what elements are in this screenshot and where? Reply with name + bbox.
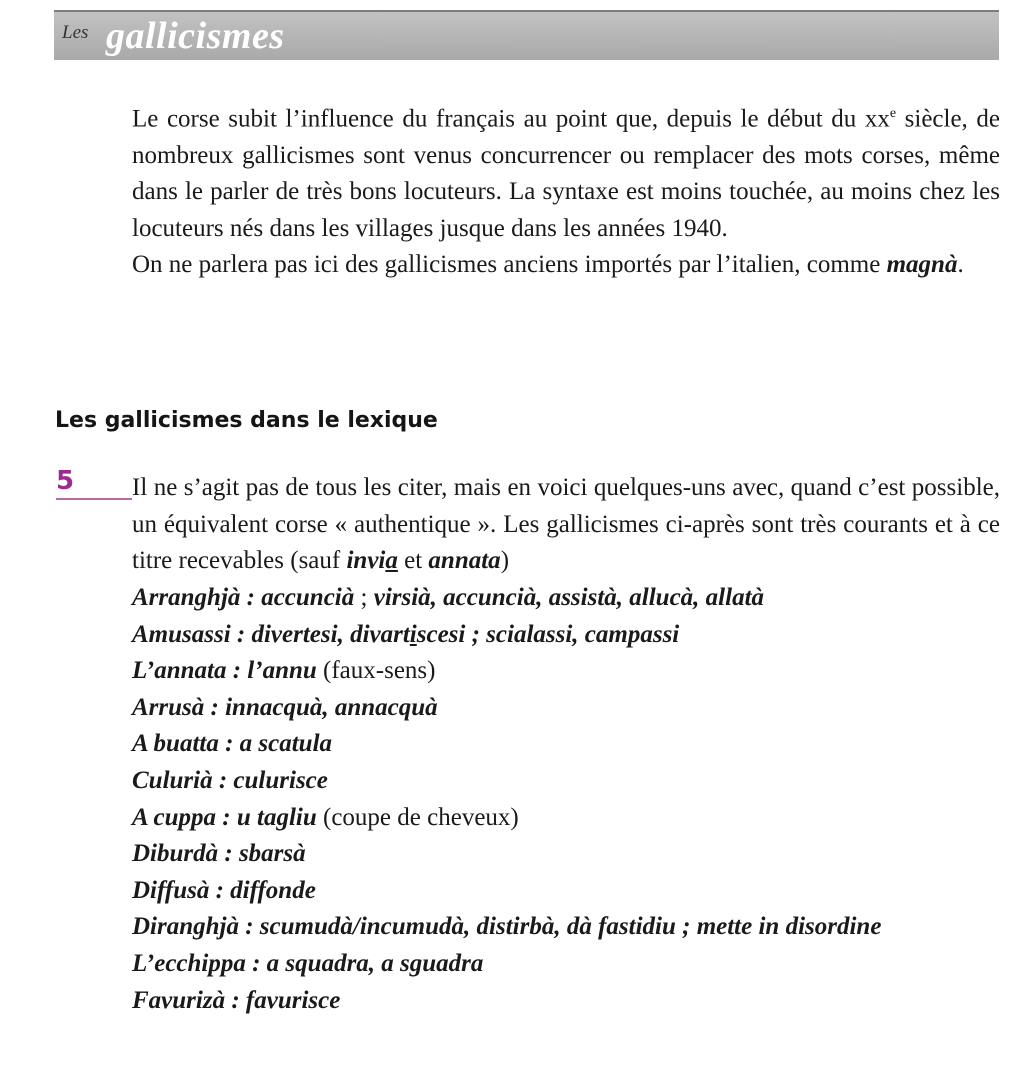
gallicism-list	[132, 580, 1000, 1019]
intro-paragraph-1: Le corse subit l’influence du français au point que, depuis le début du $xx^e$ siècle, de nombreux gallicismes sont venus concurrencer ou remplacer des mots corses, même dans le parler de très bons locuteurs. La syntaxe est moins touchée, au moins chez les locuteurs nés dans les villages jusque dans les années 1940.	[132, 105, 1000, 242]
section-number	[56, 466, 134, 502]
list-item: Diburdà : sbarsà	[132, 840, 306, 868]
intro-text	[132, 96, 1000, 284]
list-item: Arranghjà : accuncià ; virsià, accuncià, assistà, allucà, allatà	[132, 584, 765, 611]
section-heading: Les gallicismes dans le lexique	[55, 408, 438, 433]
list-item: Culurià : culurisce	[132, 766, 328, 794]
list-item: Diffusà : diffonde	[132, 876, 316, 904]
list-item: L’ecchippa : a squadra, a sguadra	[132, 949, 484, 977]
title-prefix: Les	[62, 22, 89, 43]
section-number-rule	[56, 498, 132, 500]
list-item: L’annata : l’annu (faux-sens)	[132, 657, 436, 685]
list-item: Amusassi : divertesi, divartiscesi ; scialassi, campassi	[132, 620, 680, 648]
century-superscript: e	[889, 106, 897, 121]
section-title-bar	[54, 10, 999, 60]
intro-paragraph-2: On ne parlera pas ici des gallicismes anciens importés par l’italien, comme magnà.	[132, 251, 964, 279]
list-item: A cuppa : u tagliu (coupe de cheveux)	[132, 803, 519, 831]
word-annata: annata	[428, 547, 501, 575]
section-number-label: 5	[56, 466, 75, 496]
list-item: A buatta : a scatula	[132, 730, 333, 758]
list-item: Diranghjà : scumudà/incumudà, distirbà, dà fastidiu ; mette in disordine	[132, 913, 882, 941]
list-item: Favurizà : favurisce	[132, 986, 341, 1014]
list-item: Arrusà : innacquà, annacquà	[132, 693, 438, 721]
example-word: magnà	[886, 251, 958, 279]
word-invia: invia	[346, 547, 398, 575]
page-title: gallicismes	[106, 15, 285, 57]
section-paragraph: Il ne s’agit pas de tous les citer, mais en voici quelques-uns avec, quand c’est possible, un équivalent corse « authentique ». Les gallicismes ci-après sont très courants et à ce titre recevables (sauf invia et annata)	[132, 474, 1000, 575]
